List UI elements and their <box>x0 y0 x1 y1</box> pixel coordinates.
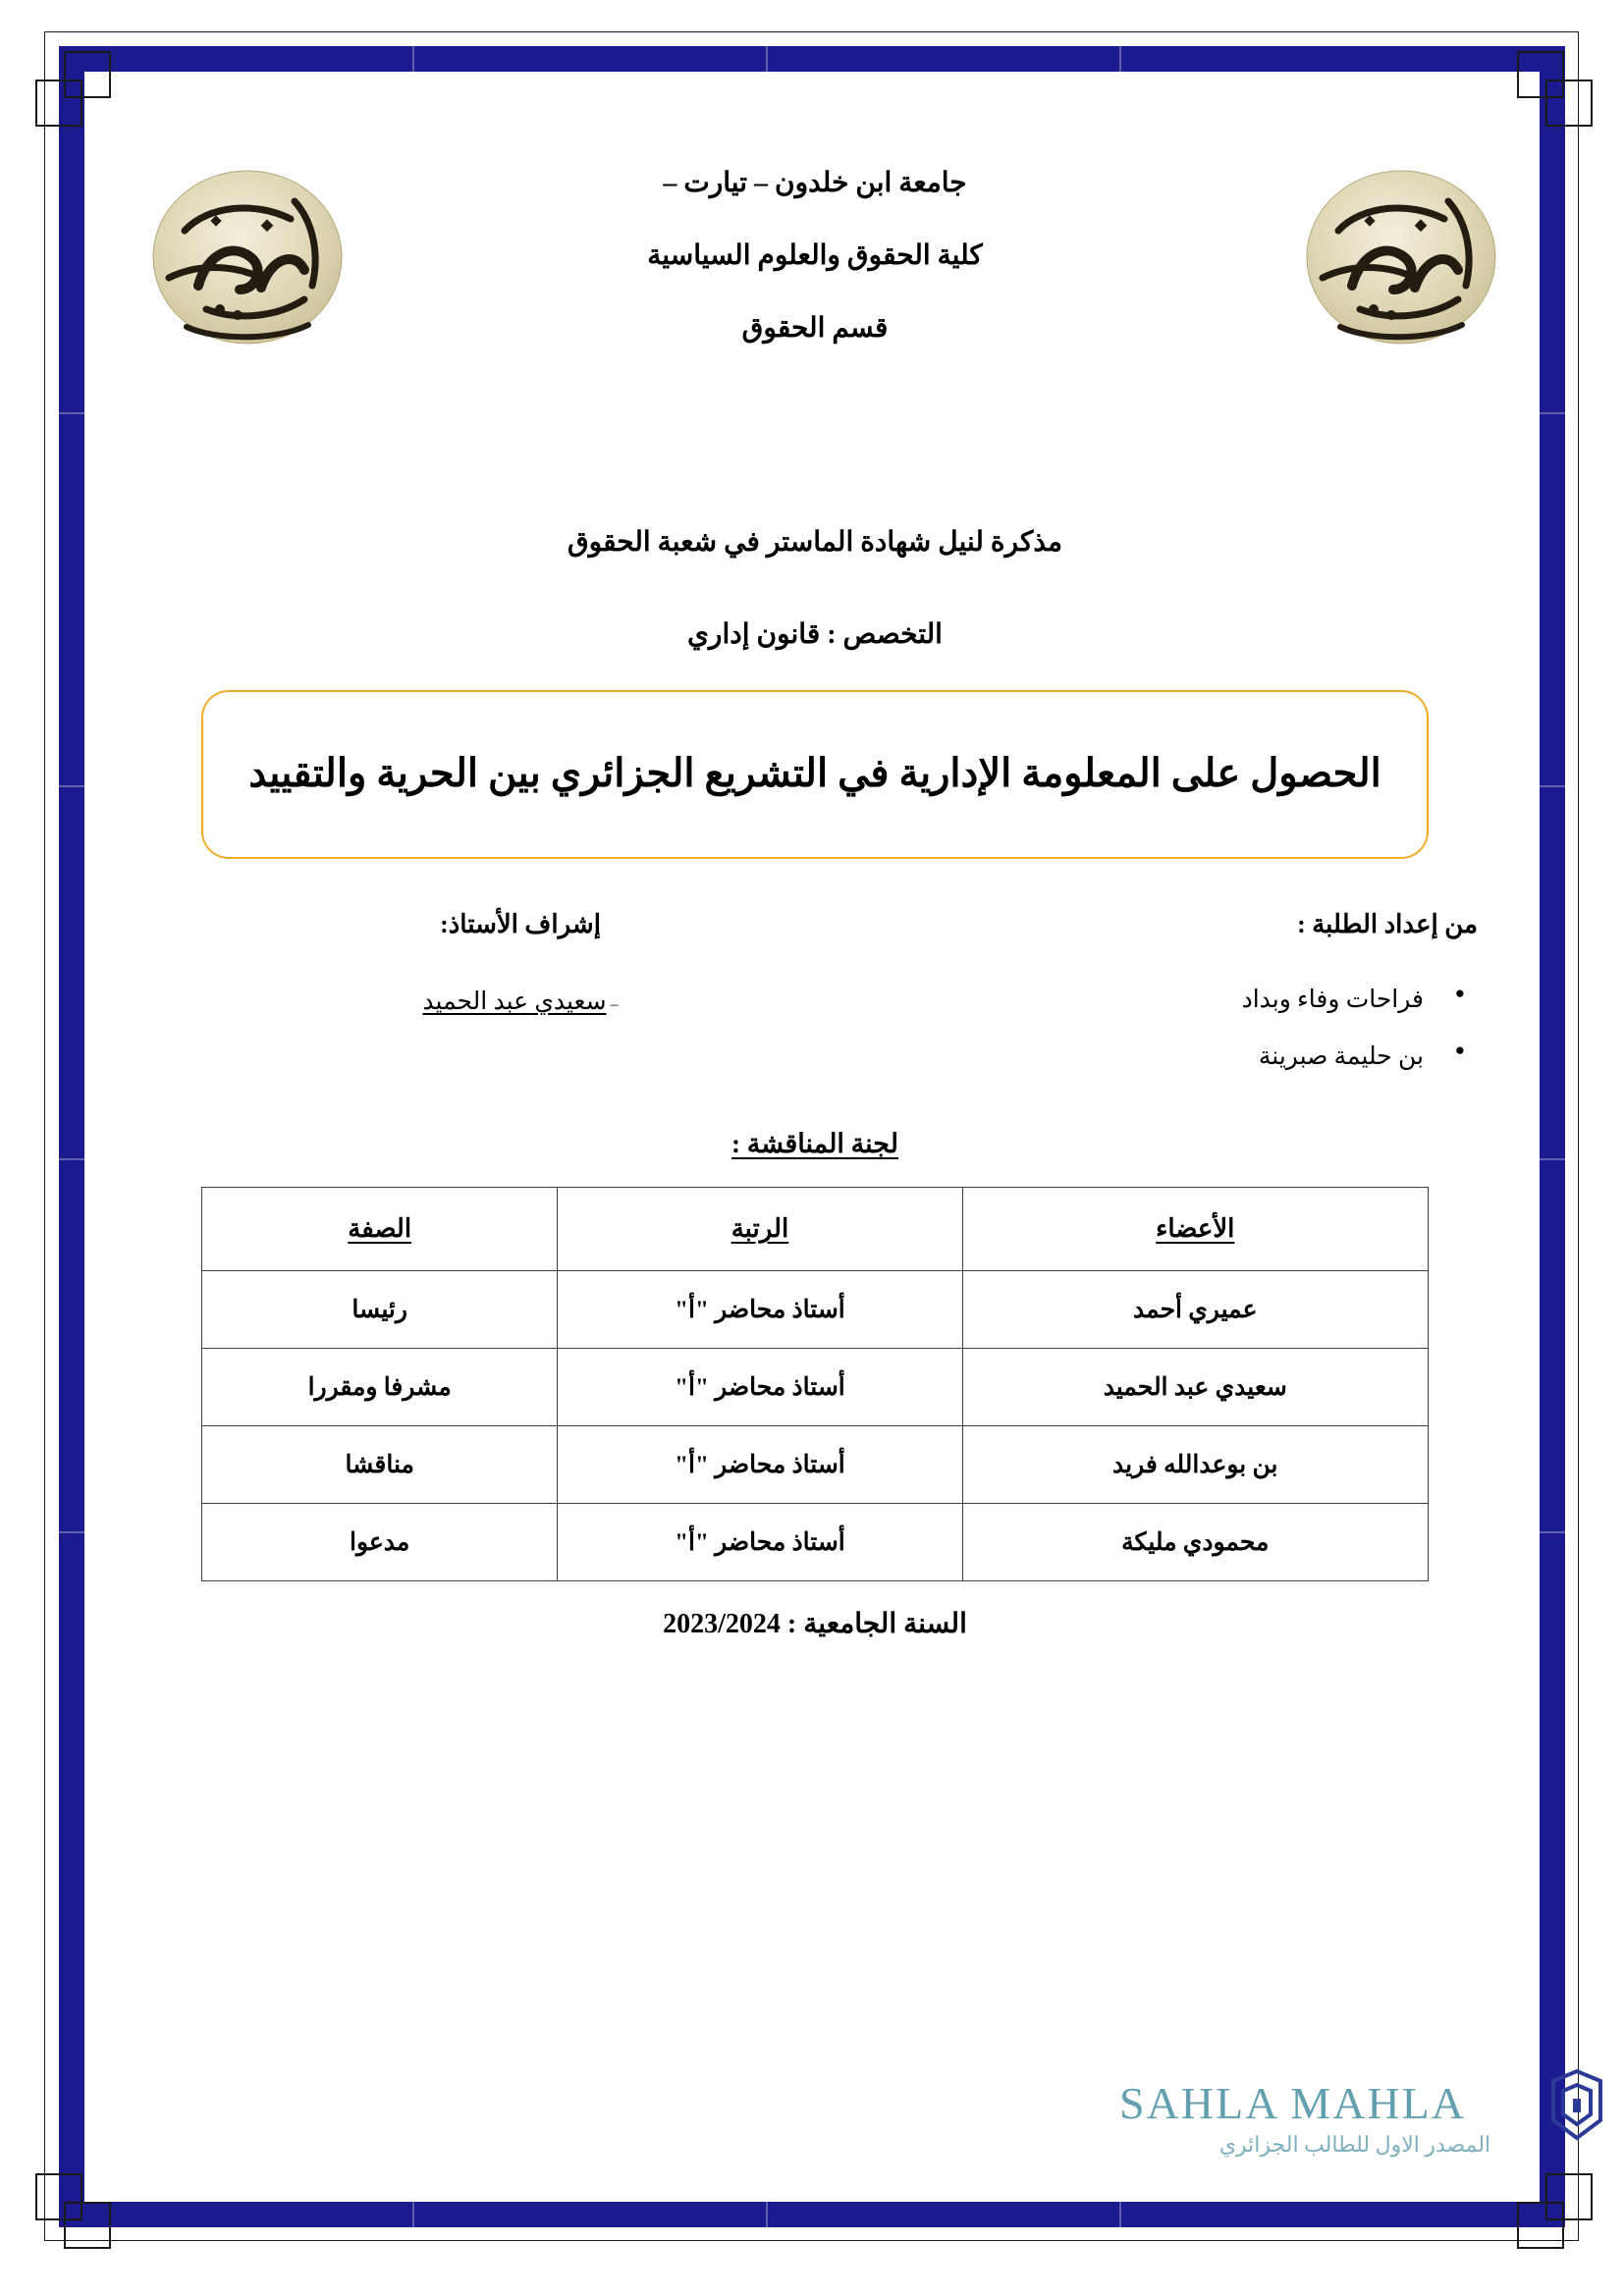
band-seam <box>1540 785 1565 787</box>
students-column <box>1016 910 1478 1098</box>
department-name: قسم الحقوق <box>741 313 889 344</box>
band-seam <box>1540 412 1565 414</box>
corner-square-bottom-right-outer <box>1517 2202 1564 2249</box>
supervisor-label: إشراف الأستاذ: <box>440 910 601 938</box>
column-header-members-text: الأعضاء <box>1156 1214 1235 1243</box>
table-row <box>202 1349 1429 1426</box>
band-seam <box>1119 46 1121 72</box>
cell-rank: أستاذ محاضر "أ" <box>558 1271 962 1349</box>
cell-member: عميري أحمد <box>962 1271 1428 1349</box>
cell-role: مشرفا ومقررا <box>202 1349 558 1426</box>
corner-square-bottom-right-inner <box>1545 2173 1593 2220</box>
academic-year: السنة الجامعية : 2023/2024 <box>663 1609 967 1639</box>
column-header-rank <box>558 1188 962 1271</box>
cell-role: رئيسا <box>202 1271 558 1349</box>
watermark-logo-icon <box>1543 2069 1612 2160</box>
border-band-bottom <box>59 2202 1565 2227</box>
authors-and-supervisor <box>118 910 1512 1121</box>
supervisor-column <box>314 910 727 1016</box>
jury-heading-text: لجنة المناقشة : <box>731 1129 898 1158</box>
cell-role: مدعوا <box>202 1504 558 1581</box>
cell-member: سعيدي عبد الحميد <box>962 1349 1428 1426</box>
specialization-line: التخصص : قانون إداري <box>687 619 943 650</box>
band-seam <box>412 2202 414 2227</box>
cell-role: مناقشا <box>202 1426 558 1504</box>
band-seam <box>1540 1158 1565 1160</box>
table-row <box>202 1426 1429 1504</box>
corner-square-top-right-inner <box>1545 80 1593 127</box>
band-seam <box>412 46 414 72</box>
degree-line: مذكرة لنيل شهادة الماستر في شعبة الحقوق <box>567 527 1063 558</box>
university-name: جامعة ابن خلدون – تيارت – <box>663 168 967 198</box>
faculty-name: كلية الحقوق والعلوم السياسية <box>647 240 983 271</box>
list-item: ● فراحات وفاء وبداد <box>1016 985 1424 1014</box>
band-seam <box>766 46 768 72</box>
page-content <box>118 93 1512 2155</box>
corner-square-top-left-inner <box>35 80 82 127</box>
cell-member: محمودي مليكة <box>962 1504 1428 1581</box>
corner-square-bottom-left-outer <box>64 2202 111 2249</box>
table-header-row <box>202 1188 1429 1271</box>
border-band-top <box>59 46 1565 72</box>
watermark-title: SAHLA MAHLA <box>1119 2078 1466 2128</box>
jury-table-container <box>118 1187 1512 1581</box>
degree-statement <box>118 525 1512 651</box>
jury-table <box>201 1187 1429 1581</box>
table-row <box>202 1504 1429 1581</box>
list-item: ● بن حليمة صبرينة <box>1016 1041 1424 1071</box>
supervisor-name: سعيدي عبد الحميد <box>422 988 607 1015</box>
column-header-role <box>202 1188 558 1271</box>
students-list <box>1016 985 1478 1071</box>
border-band-right <box>1540 46 1565 2227</box>
corner-square-bottom-left-inner <box>35 2173 82 2220</box>
column-header-members <box>962 1188 1428 1271</box>
university-seal-icon-left <box>147 162 349 353</box>
jury-heading <box>118 1129 1512 1159</box>
band-seam <box>59 412 84 414</box>
cell-rank: أستاذ محاضر "أ" <box>558 1426 962 1504</box>
table-row <box>202 1271 1429 1349</box>
institution-text-block <box>353 170 1276 343</box>
corner-square-top-right-outer <box>1517 51 1564 98</box>
border-band-left <box>59 46 84 2227</box>
thesis-title: الحصول على المعلومة الإدارية في التشريع الجزائري بين الحرية والتقييد <box>248 751 1381 795</box>
supervisor-dash: – <box>610 996 619 1013</box>
students-label: من إعداد الطلبة : <box>1297 910 1478 938</box>
corner-square-top-left-outer <box>64 51 111 98</box>
band-seam <box>1540 1531 1565 1533</box>
column-header-role-text: الصفة <box>348 1214 412 1243</box>
watermark-subtitle: المصدر الاول للطالب الجزائري <box>1218 2132 1491 2157</box>
cell-rank: أستاذ محاضر "أ" <box>558 1349 962 1426</box>
band-seam <box>59 785 84 787</box>
cell-member: بن بوعدالله فريد <box>962 1426 1428 1504</box>
cell-rank: أستاذ محاضر "أ" <box>558 1504 962 1581</box>
band-seam <box>766 2202 768 2227</box>
thesis-title-box <box>201 690 1429 859</box>
institution-header <box>118 142 1512 402</box>
band-seam <box>59 1158 84 1160</box>
band-seam <box>1119 2202 1121 2227</box>
university-seal-icon-right <box>1301 162 1502 353</box>
band-seam <box>59 1531 84 1533</box>
column-header-rank-text: الرتبة <box>731 1214 789 1243</box>
supervisor-entry <box>314 985 727 1016</box>
